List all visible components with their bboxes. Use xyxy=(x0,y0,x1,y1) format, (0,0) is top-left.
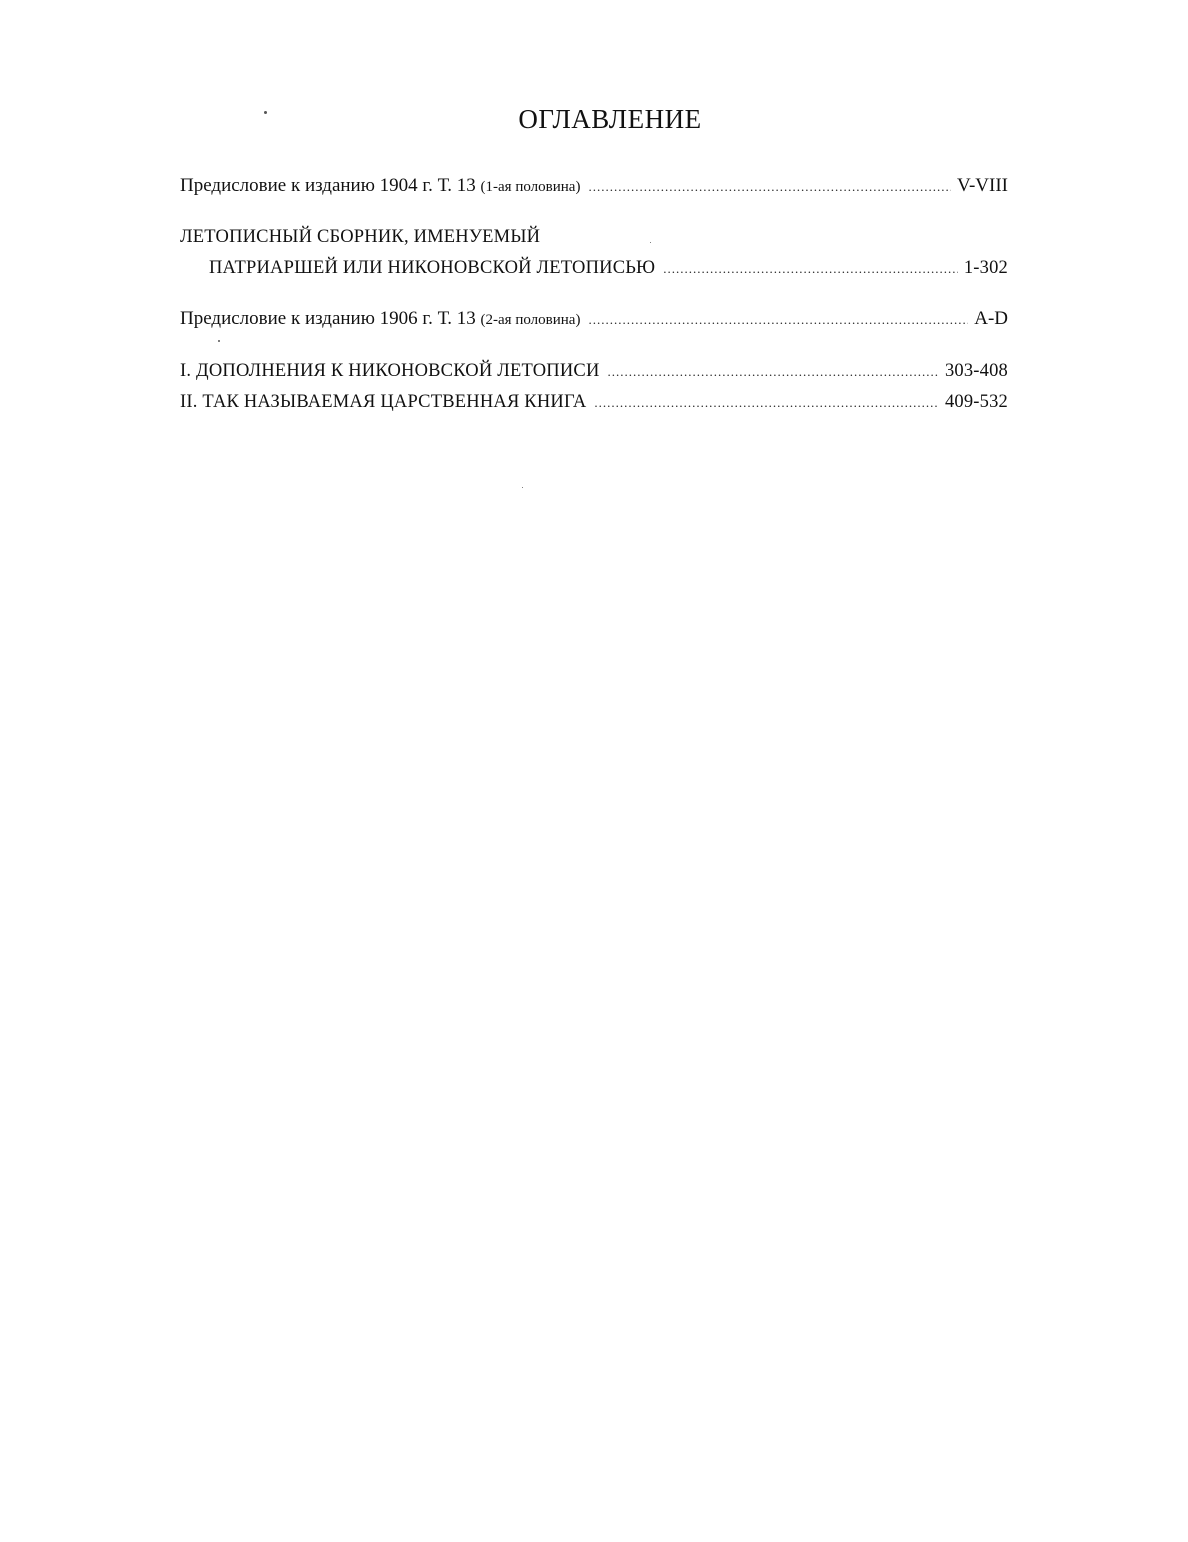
toc-entry-preface-1906[interactable] xyxy=(180,303,1008,336)
scan-speck xyxy=(522,487,523,488)
toc-entry-pages: 303-408 xyxy=(944,361,1008,381)
dot-leader xyxy=(588,171,951,202)
toc-entry-label: Предисловие к изданию 1906 г. Т. 13 (2-ая половина) xyxy=(180,308,581,329)
toc-entry-note: (2-ая половина) xyxy=(480,312,581,328)
toc-entry-pages: A-D xyxy=(974,308,1008,329)
dot-leader xyxy=(663,253,958,284)
toc-entry-label-line1: ЛЕТОПИСНЫЙ СБОРНИК, ИМЕНУЕМЫЙ xyxy=(180,227,541,247)
table-of-contents xyxy=(180,170,1008,418)
toc-entry-pages: 409-532 xyxy=(944,392,1008,412)
toc-entry-additions[interactable] xyxy=(180,356,1008,387)
dot-leader xyxy=(588,304,968,335)
toc-entry-chronicle[interactable] xyxy=(180,222,1008,284)
dot-leader xyxy=(608,356,939,387)
toc-entry-preface-1904[interactable] xyxy=(180,170,1008,203)
toc-entry-pages: V-VIII xyxy=(956,175,1008,196)
toc-entry-label: Предисловие к изданию 1904 г. Т. 13 (1-ая половина) xyxy=(180,175,581,196)
toc-entry-label-line2: ПАТРИАРШЕЙ ИЛИ НИКОНОВСКОЙ ЛЕТОПИСЬЮ xyxy=(209,258,656,278)
toc-entry-note: (1-ая половина) xyxy=(480,179,581,195)
page-title: ОГЛАВЛЕНИЕ xyxy=(518,104,702,135)
toc-entry-royal-book[interactable] xyxy=(180,387,1008,418)
toc-entry-pages: 1-302 xyxy=(963,258,1008,278)
toc-entry-label: II. ТАК НАЗЫВАЕМАЯ ЦАРСТВЕННАЯ КНИГА xyxy=(180,392,587,412)
dot-leader xyxy=(594,387,939,418)
toc-entry-label: I. ДОПОЛНЕНИЯ К НИКОНОВСКОЙ ЛЕТОПИСИ xyxy=(180,361,600,381)
